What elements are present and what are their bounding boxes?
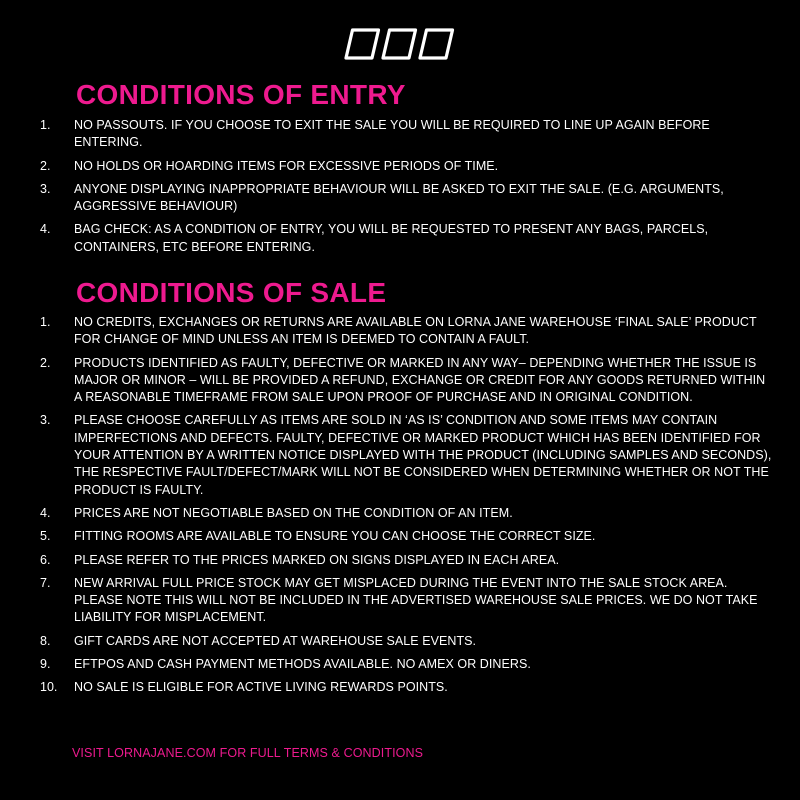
condition-text: ANYONE DISPLAYING INAPPROPRIATE BEHAVIOUR WILL BE ASKED TO EXIT THE SALE. (E.G. ARGUMENTS, AGGRESSIVE BEHAVIOUR): [74, 181, 724, 214]
condition-item: [0, 221, 774, 256]
condition-number: 3.: [40, 181, 51, 196]
condition-text: EFTPOS AND CASH PAYMENT METHODS AVAILABLE. NO AMEX OR DINERS.: [74, 657, 531, 672]
condition-item: [0, 679, 774, 696]
condition-text: PLEASE REFER TO THE PRICES MARKED ON SIGNS DISPLAYED IN EACH AREA.: [74, 552, 560, 567]
conditions-of-sale-list: [0, 314, 774, 703]
logo-shape-1: [346, 30, 379, 58]
condition-number: 2.: [40, 355, 51, 370]
lorna-jane-logo: [342, 28, 458, 60]
condition-number: 4.: [40, 505, 51, 520]
condition-text: NO PASSOUTS. IF YOU CHOOSE TO EXIT THE SALE YOU WILL BE REQUIRED TO LINE UP AGAIN BEFORE ENTERING.: [74, 118, 710, 150]
condition-item: [0, 158, 774, 175]
condition-number: 6.: [40, 552, 51, 567]
condition-number: 8.: [40, 633, 51, 648]
condition-number: 1.: [40, 118, 51, 132]
condition-item: [0, 412, 774, 498]
condition-item: [0, 575, 774, 627]
condition-text: NO CREDITS, EXCHANGES OR RETURNS ARE AVAILABLE ON LORNA JANE WAREHOUSE ‘FINAL SALE’ PRODUCT FOR CHANGE OF MIND UNLESS AN ITEM IS DEEMED TO CONTAIN A FAULT.: [74, 315, 757, 347]
terms-and-conditions-link[interactable]: VISIT LORNAJANE.COM FOR FULL TERMS & CONDITIONS: [72, 746, 424, 760]
condition-number: 10.: [40, 680, 58, 695]
condition-text: PRODUCTS IDENTIFIED AS FAULTY, DEFECTIVE OR MARKED IN ANY WAY– DEPENDING WHETHER THE ISSUE IS MAJOR OR MINOR – WILL BE PROVIDED A REFUND, EXCHANGE OR CREDIT FOR ANY GOODS RETURNED WITHIN A REASONABLE TIMEFRAME FROM SALE UPON PROOF OF PURCHASE AND IN ORIGINAL CONDITION.: [74, 355, 766, 405]
condition-item: [0, 355, 774, 407]
condition-item: [0, 314, 774, 349]
logo-shape-2: [383, 30, 416, 58]
condition-text: BAG CHECK: AS A CONDITION OF ENTRY, YOU WILL BE REQUESTED TO PRESENT ANY BAGS, PARCELS, CONTAINERS, ETC BEFORE ENTERING.: [74, 222, 709, 254]
condition-item: [0, 633, 774, 650]
condition-text: FITTING ROOMS ARE AVAILABLE TO ENSURE YOU CAN CHOOSE THE CORRECT SIZE.: [74, 529, 596, 544]
condition-text: PLEASE CHOOSE CAREFULLY AS ITEMS ARE SOLD IN ‘AS IS’ CONDITION AND SOME ITEMS MAY CONTAIN IMPERFECTIONS AND DEFECTS. FAULTY, DEFECTIVE OR MARKED PRODUCT WHICH HAS BEEN IDENTIFIED FOR YOUR ATTENTION BY A WRITTEN NOTICE DISPLAYED WITH THE PRODUCT (INCLUDING SAMPLES AND SECONDS), THE RESPECTIVE FAULT/DEFECT/MARK WILL NOT BE CONSIDERED WHEN DETERMINING WHETHER OR NOT THE PRODUCT IS FAULTY.: [74, 413, 772, 497]
condition-number: 9.: [40, 657, 51, 672]
condition-item: [0, 505, 774, 522]
conditions-of-sale-heading: CONDITIONS OF SALE: [76, 277, 387, 308]
condition-number: 3.: [40, 413, 51, 428]
condition-number: 1.: [40, 315, 51, 329]
condition-text: PRICES ARE NOT NEGOTIABLE BASED ON THE CONDITION OF AN ITEM.: [74, 505, 513, 520]
conditions-of-entry-heading: CONDITIONS OF ENTRY: [76, 79, 406, 110]
conditions-of-entry-list: [0, 117, 774, 262]
condition-item: [0, 181, 774, 216]
condition-text: NO SALE IS ELIGIBLE FOR ACTIVE LIVING REWARDS POINTS.: [74, 680, 448, 695]
condition-item: [0, 528, 774, 545]
condition-text: NO HOLDS OR HOARDING ITEMS FOR EXCESSIVE PERIODS OF TIME.: [74, 158, 499, 173]
condition-item: [0, 552, 774, 569]
condition-text: GIFT CARDS ARE NOT ACCEPTED AT WAREHOUSE SALE EVENTS.: [74, 633, 477, 648]
condition-item: [0, 117, 774, 152]
logo-shape-3: [420, 30, 453, 58]
condition-number: 7.: [40, 575, 51, 590]
condition-item: [0, 656, 774, 673]
condition-number: 4.: [40, 222, 51, 237]
condition-number: 2.: [40, 158, 51, 173]
condition-text: NEW ARRIVAL FULL PRICE STOCK MAY GET MISPLACED DURING THE EVENT INTO THE SALE STOCK AREA. PLEASE NOTE THIS WILL NOT BE INCLUDED IN THE ADVERTISED WAREHOUSE SALE PRICES. WE DO NOT TAKE LIABILITY FOR MISPLACEMENT.: [74, 575, 758, 625]
condition-number: 5.: [40, 529, 51, 544]
